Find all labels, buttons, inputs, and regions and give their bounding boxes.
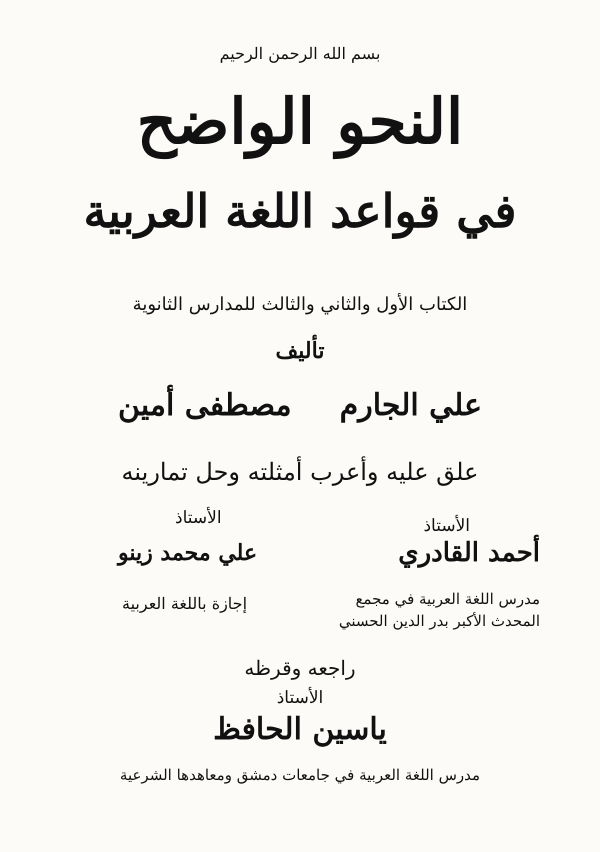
reviewed-label: راجعه وقرظه — [244, 656, 356, 680]
commentator-2-title: الأستاذ — [175, 508, 222, 528]
author-name-1: علي الجارم — [339, 388, 482, 423]
commented-label: علق عليه وأعرب أمثلته وحل تمارينه — [121, 458, 479, 486]
basmala: بسم الله الرحمن الرحيم — [219, 44, 381, 63]
authorship-label: تأليف — [275, 338, 325, 364]
book-title-line2: في قواعد اللغة العربية — [83, 184, 517, 238]
commentator-1-desc-line1: مدرس اللغة العربية في مجمع — [355, 590, 540, 608]
reviewer-name: ياسين الحافظ — [213, 712, 387, 747]
commentator-2-name: علي محمد زينو — [118, 540, 258, 566]
book-title-line1: النحو الواضح — [136, 85, 464, 158]
book-subtitle: الكتاب الأول والثاني والثالث للمدارس الثانوية — [132, 294, 468, 315]
reviewer-desc: مدرس اللغة العربية في جامعات دمشق ومعاهدها الشرعية — [119, 766, 481, 784]
commentator-1-title: الأستاذ — [423, 516, 470, 536]
reviewer-title: الأستاذ — [276, 688, 324, 708]
author-name-2: مصطفى أمين — [118, 388, 292, 423]
commentator-1-name: أحمد القادري — [398, 538, 540, 568]
commentator-2-desc: إجازة باللغة العربية — [122, 594, 248, 613]
commentator-1-desc-line2: المحدث الأكبر بدر الدين الحسني — [338, 612, 540, 630]
